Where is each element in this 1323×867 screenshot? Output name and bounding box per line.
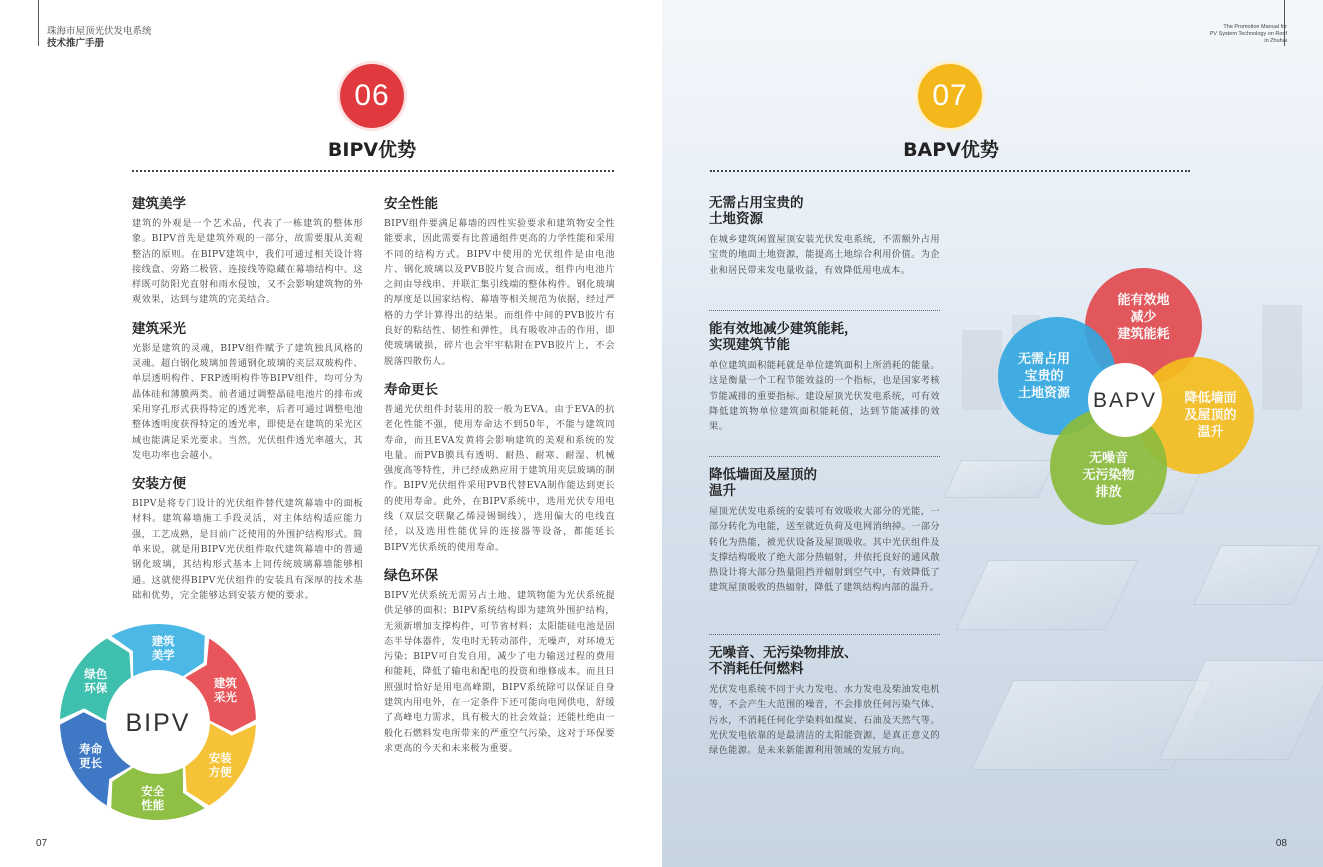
section-body: 光伏发电系统不同于火力发电、水力发电及柴油发电机等，不会产生大范围的噪音，不会排放任何污染气体、污水，不消耗任何化学染料如煤炭、石油及天然气等。光伏发电依靠的是最清洁的太阳能资源，是真正意义的绿色能源。是未来新能源利用领域的发展方向。 — [709, 684, 940, 757]
section-body: BIPV组件要满足幕墙的四性实验要求和建筑物安全性能要求，因此需要有比普通组件更高的力学性能和采用不同的结构方式。BIPV中使用的光伏组件是由电池片、钢化玻璃以及PVB胶片复合而成，组件内电池片之间由导线串、并联汇集引线端的整体构件。钢化玻璃的厚度是以国家结构、幕墙等相关规范为依据，经过严格的力学计算得出的结果。而组件中间的PVB胶片有良好的粘结性、韧性和弹性，具有吸收冲击的作用，即使玻璃破损，碎片也会牢牢粘附在PVB胶片上，不会脱落四散伤人。 — [384, 218, 615, 367]
section-heading: 建筑采光 — [132, 320, 186, 337]
header-title — [47, 26, 152, 50]
venn-label: 能有效地 — [1117, 293, 1170, 308]
section-body: BIPV光伏系统无需另占土地、建筑物能为光伏系统提供足够的面积；BIPV系统结构即为建筑外围护结构，无须新增加支撑构件，可节省材料；太阳能硅电池是固态半导体器件，发电时无转动部件，无噪声，对环境无污染；BIPV可自发自用，减少了电力输送过程的费用和能耗，降低了输电和配电的投资和维修成本。而且日照强时恰好是用电高峰期，BIPV系统除可以保证自身建筑内用电外，在一定条件下还可能向电网供电，舒缓了高峰电力需求，具有极大的社会效益；还能杜绝由一般化石燃料发电所带来的严重空气污染，这对于环保要求更高的今天和未来极为重要。 — [384, 589, 615, 754]
section-body: 屋顶光伏发电系统的安装可有效吸收大部分的光能，一部分转化为电能，送至就近负荷及电网消纳掉。一部分转化为热能，被光伏设备及屋顶吸收。其中光伏组件及支撑结构吸收了绝大部分热辐射，并依托良好的通风散热设计将大部分热量阻挡并辐射到空气中，有效降低了建筑屋顶吸收的热辐射，降低了建筑结构内部的温升。 — [709, 506, 940, 594]
cycle-segment-label: 方便 — [208, 764, 232, 779]
header-en-line3: in Zhuhai — [1264, 38, 1287, 44]
cycle-center-label: BIPV — [125, 709, 191, 737]
cycle-segment-label: 建筑 — [213, 676, 237, 691]
divider — [710, 170, 1190, 172]
cycle-segment-label: 美学 — [151, 648, 175, 663]
section-heading — [709, 195, 940, 227]
page-title: BAPV优势 — [903, 139, 999, 161]
column-1 — [132, 196, 363, 603]
section-temperature — [709, 467, 940, 634]
section-badge-06: 06 — [340, 64, 404, 128]
cycle-segment-label: 采光 — [213, 690, 237, 705]
section-safety — [384, 196, 615, 369]
section-badge-07: 07 — [918, 64, 982, 128]
bg-solar-panel — [1159, 660, 1323, 760]
section-land — [709, 195, 940, 310]
section-divider — [709, 310, 940, 311]
heading-line: 不消耗任何燃料 — [709, 661, 804, 677]
bapv-venn-diagram — [992, 260, 1257, 530]
page-number-right: 08 — [1275, 838, 1287, 849]
venn-label: 温升 — [1197, 425, 1224, 440]
header-rule — [38, 0, 39, 46]
venn-label: 建筑能耗 — [1117, 327, 1170, 342]
venn-label: 无污染物 — [1082, 468, 1135, 483]
divider — [132, 170, 614, 172]
section-body: BIPV是将专门设计的光伏组件替代建筑幕墙中的面板材料。建筑幕墙施工手段灵活，对主体结构适应能力强，工艺成熟，是目前广泛使用的外围护结构形式。简单来说，就是用BIPV光伏组件取代建筑幕墙中的普通钢化玻璃，其结构形式基本上同传统玻璃幕墙能够相通。这就使得BIPV光伏组件的安装具有深厚的技术基础和优势，完全能够达到安装方便的要求。 — [132, 498, 363, 601]
heading-line: 无需占用宝贵的 — [709, 195, 804, 211]
section-heading: 寿命更长 — [384, 381, 438, 398]
section-heading: 建筑美学 — [132, 196, 186, 212]
venn-label: 宝贵的 — [1024, 368, 1064, 384]
section-body: 建筑的外观是一个艺术品，代表了一栋建筑的整体形象。BIPV首先是建筑外观的一部分，故需要服从美观整洁的原则。在BIPV建筑中，我们可通过相关设计将接线盒、旁路二极管、连接线等隐藏在幕墙结构中。这样既可防阳光直射和雨水侵蚀，又不会影响建筑物的外观效果，达到与建筑的完美结合。 — [132, 218, 363, 306]
header-line1: 珠海市屋顶光伏发电系统 — [47, 26, 152, 37]
cycle-segment-label: 寿命 — [79, 741, 103, 756]
section-clean — [709, 645, 940, 758]
bipv-cycle-diagram — [60, 600, 260, 825]
heading-line: 温升 — [709, 483, 736, 499]
venn-label: 及屋顶的 — [1184, 408, 1237, 423]
section-body: 单位建筑面积能耗就是单位建筑面积上所消耗的能量。这是衡量一个工程节能效益的一个指标，也是国家考核节能减排的重要指标。建设屋顶光伏发电系统，可有效降低建筑物单位建筑面积能耗值，达到节能减排的效果。 — [709, 360, 940, 433]
section-green — [384, 568, 615, 756]
cycle-segment-label: 建筑 — [151, 634, 175, 649]
bapv-column — [709, 195, 940, 758]
heading-line: 土地资源 — [709, 211, 763, 227]
cycle-segment-label: 更长 — [79, 755, 103, 770]
right-page — [662, 0, 1323, 867]
section-body: 光影是建筑的灵魂，BIPV组件赋予了建筑独具风格的灵魂。超白钢化玻璃加普通钢化玻璃的夹层双玻构件、单层透明构件、FRP透明构件等BIPV组件，均可分为晶体硅和薄膜两类。前者通过调整晶硅电池片的排布或采用穿孔形式获得特定的透光率，后者可通过调整电池整体透明度获得特定的透光率，即使是在建筑的采光区域也能满足采光要求。当然，光伏组件透光率越大，其发电功率也会越小。 — [132, 342, 363, 461]
venn-label: 无需占用 — [1017, 351, 1070, 367]
section-heading — [709, 467, 940, 499]
venn-label: 无噪音 — [1088, 451, 1128, 466]
column-2 — [384, 196, 615, 756]
bg-solar-panel — [956, 560, 1139, 630]
header-en-line2: PV System Technology on Roof — [1209, 31, 1287, 37]
page-number-left: 07 — [36, 838, 48, 849]
heading-line: 能有效地减少建筑能耗， — [709, 321, 858, 337]
cycle-segment-label: 性能 — [141, 797, 165, 812]
section-body: 在城乡建筑闲置屋顶安装光伏发电系统，不需额外占用宝贵的地面土地资源，能提高土地综合利用价值。为企业和居民带来发电量收益，有效降低用电成本。 — [709, 234, 940, 276]
cycle-segment-label: 安装 — [208, 750, 232, 765]
section-heading: 绿色环保 — [384, 567, 438, 584]
section-aesthetics — [132, 196, 363, 308]
bg-building — [1262, 305, 1302, 410]
heading-line: 实现建筑节能 — [709, 337, 790, 353]
heading-line: 降低墙面及屋顶的 — [709, 467, 817, 483]
page-title: BIPV优势 — [327, 139, 417, 161]
section-heading — [709, 645, 940, 677]
section-lifespan — [384, 382, 615, 555]
section-energy — [709, 321, 940, 456]
venn-label: 减少 — [1130, 310, 1157, 325]
venn-label: 降低墙面 — [1184, 391, 1237, 406]
section-heading: 安全性能 — [384, 196, 438, 212]
section-divider — [709, 634, 940, 635]
section-installation — [132, 476, 363, 603]
cycle-segment-label: 环保 — [84, 681, 108, 696]
venn-center: BAPV — [1088, 363, 1162, 437]
section-body: 普通光伏组件封装用的胶一般为EVA。由于EVA的抗老化性能不强，使用寿命达不到50年，不能与建筑同寿命，而且EVA发黄将会影响建筑的美观和系统的发电量。而PVB膜具有透明、耐热、耐寒、耐湿、机械强度高等特性，并已经成熟应用于建筑用夹层玻璃的制作。BIPV光伏组件采用PVB代替EVA制作能达到更长的使用寿命。此外，在BIPV系统中，选用光伏专用电线（双层交联聚乙烯浸锡铜线），选用偏大的电线直径，以及选用性能优异的连接器等设备，都能延长BIPV光伏系统的使用寿命。 — [384, 403, 615, 553]
cycle-segment-label: 绿色 — [84, 667, 108, 682]
section-lighting — [132, 321, 363, 463]
section-heading — [709, 321, 940, 353]
heading-line: 无噪音、无污染物排放、 — [709, 645, 858, 661]
cycle-segment-label: 安全 — [141, 783, 165, 798]
venn-label: 土地资源 — [1017, 385, 1070, 401]
header-en-line1: The Promotion Manual for — [1223, 24, 1287, 30]
venn-label: 排放 — [1095, 485, 1122, 500]
section-heading: 安装方便 — [132, 476, 186, 493]
header-line2: 技术推广手册 — [47, 38, 105, 49]
header-english — [1210, 24, 1287, 45]
section-divider — [709, 456, 940, 457]
bg-solar-panel — [1193, 545, 1321, 605]
